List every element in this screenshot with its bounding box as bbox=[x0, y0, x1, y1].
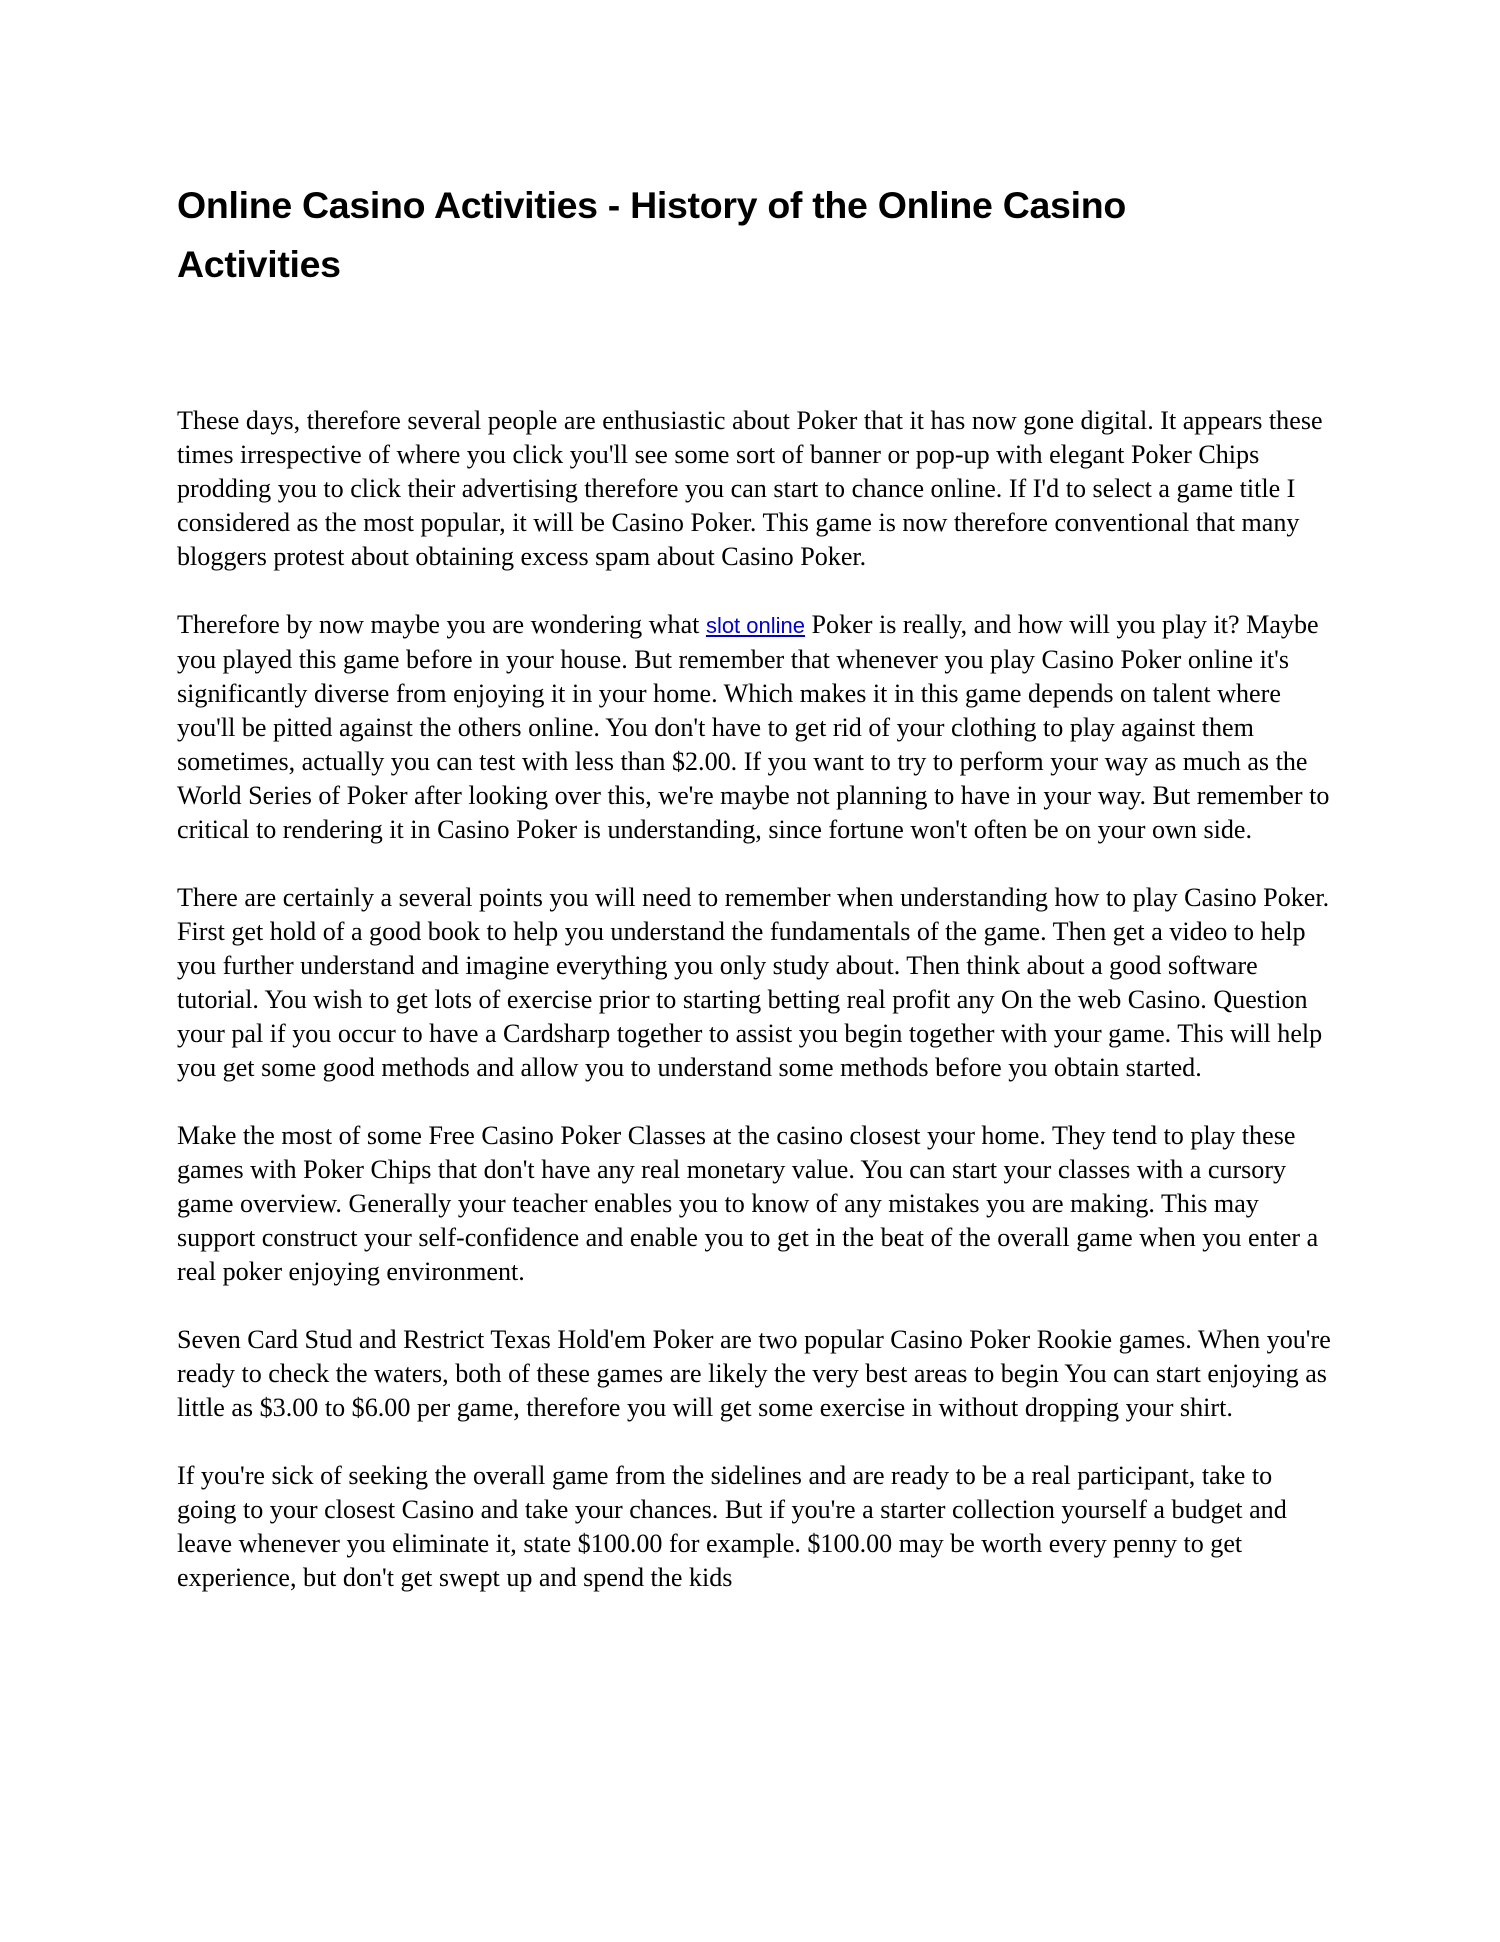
slot-online-link[interactable]: slot online bbox=[705, 613, 806, 638]
paragraph-1: These days, therefore several people are enthusiastic about Poker that it has now gone digital. It appears these times irrespective of where you click you'll see some sort of banner or pop-up with elegant Poker Chips prodding you to click their advertising therefore you can start to chance online. If I'd to select a game title I considered as the most popular, it will be Casino Poker. This game is now therefore conventional that many bloggers protest about obtaining excess spam about Casino Poker. bbox=[177, 406, 1323, 571]
paragraph-6: If you're sick of seeking the overall game from the sidelines and are ready to be a real participant, take to going to your closest Casino and take your chances. But if you're a starter collection yourself a budget and leave whenever you eliminate it, state $100.00 for example. $100.00 may be worth every penny to get experience, but don't get swept up and spend the kids bbox=[177, 1461, 1287, 1592]
paragraph-2-lead: Therefore by now maybe you are wondering what bbox=[177, 610, 706, 639]
paragraph-2-rest: Poker is really, and how will you play it? Maybe you played this game before in your house. But remember that whenever you play Casino Poker online it's significantly diverse from enjoying it in your home. Which makes it in this game depends on talent where you'll be pitted against the others online. You don't have to get rid of your clothing to play against them sometimes, actually you can test with less than $2.00. If you want to try to perform your way as much as the World Series of Poker after looking over this, we're maybe not planning to have in your way. But remember to critical to rendering it in Casino Poker is understanding, since fortune won't often be on your own side. bbox=[177, 610, 1330, 844]
paragraph-2 bbox=[177, 608, 1332, 847]
paragraph-5: Seven Card Stud and Restrict Texas Hold'em Poker are two popular Casino Poker Rookie games. When you're ready to check the waters, both of these games are likely the very best areas to begin You can start enjoying as little as $3.00 to $6.00 per game, therefore you will get some exercise in without dropping your shirt. bbox=[177, 1325, 1331, 1422]
page-title: Online Casino Activities - History of the Online Casino Activities bbox=[177, 184, 1126, 285]
article-body bbox=[177, 404, 1332, 1629]
paragraph-4: Make the most of some Free Casino Poker Classes at the casino closest your home. They tend to play these games with Poker Chips that don't have any real monetary value. You can start your classes with a cursory game overview. Generally your teacher enables you to know of any mistakes you are making. This may support construct your self-confidence and enable you to get in the beat of the overall game when you enter a real poker enjoying environment. bbox=[177, 1121, 1319, 1286]
paragraph-3: There are certainly a several points you will need to remember when understanding how to play Casino Poker. First get hold of a good book to help you understand the fundamentals of the game. Then get a video to help you further understand and imagine everything you only study about. Then think about a good software tutorial. You wish to get lots of exercise prior to starting betting real profit any On the web Casino. Question your pal if you occur to have a Cardsharp together to assist you begin together with your game. This will help you get some good methods and allow you to understand some methods before you obtain started. bbox=[177, 883, 1330, 1082]
